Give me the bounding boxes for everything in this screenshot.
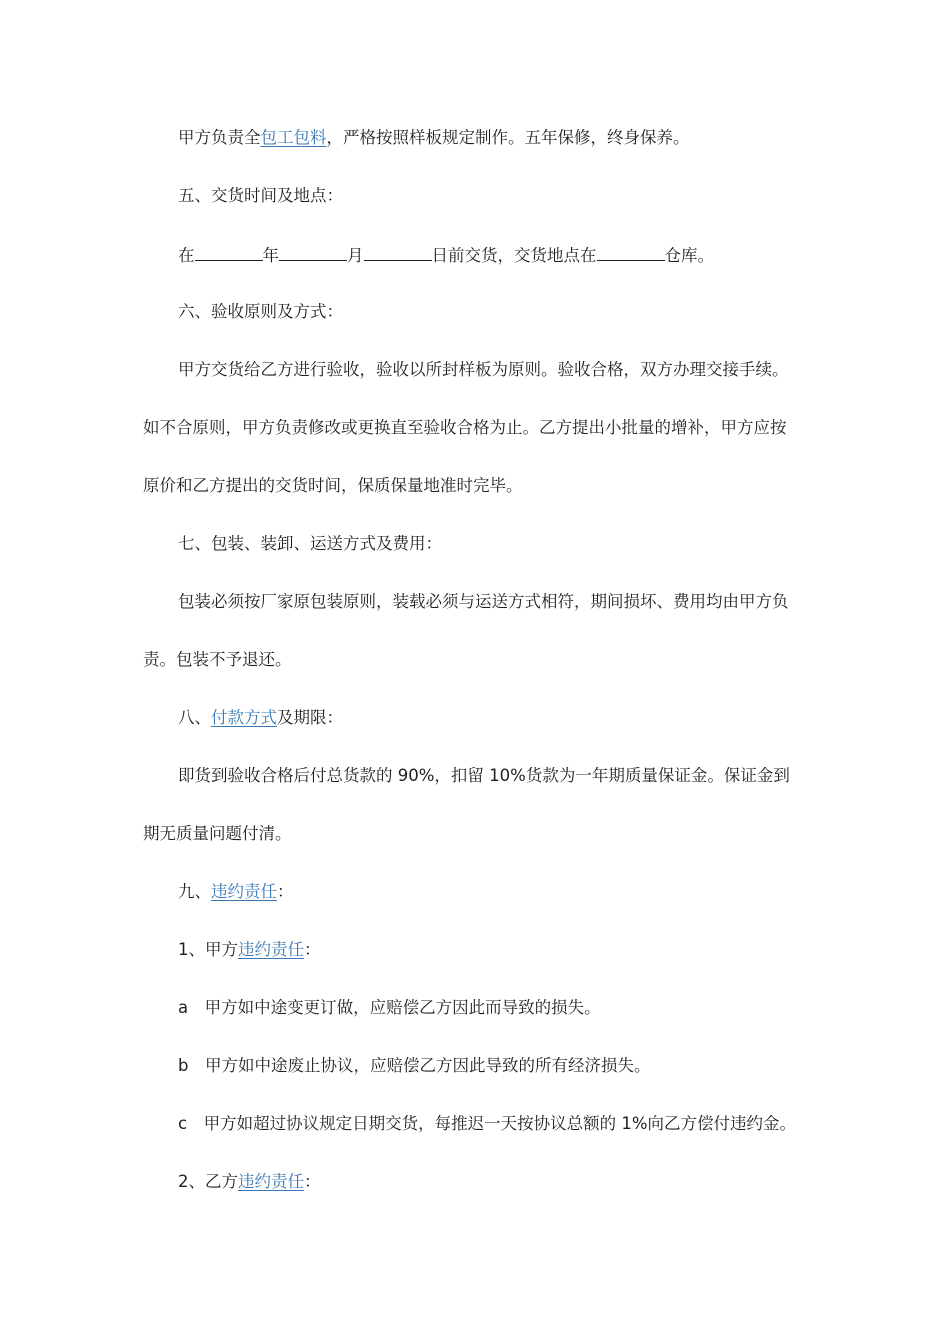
paragraph-acceptance-3: 原价和乙方提出的交货时间，保质保量地准时完毕。 [143,476,523,495]
paragraph-payment-1: 即货到验收合格后付总货款的 90%，扣留 10%货款为一年期质量保证金。保证金到 [178,766,790,785]
section-heading-payment: 八、付款方式及期限： [178,708,343,727]
paragraph-payment-2: 期无质量问题付清。 [143,824,292,843]
link-payment-method[interactable]: 付款方式 [211,708,277,727]
paragraph-acceptance-2: 如不合原则，甲方负责修改或更换直至验收合格为止。乙方提出小批量的增补，甲方应按 [143,418,787,437]
blank-month [279,242,347,261]
section-heading-packaging: 七、包装、装卸、运送方式及费用： [178,534,442,553]
section-heading-acceptance: 六、验收原则及方式： [178,302,343,321]
paragraph-packaging-2: 责。包装不予退还。 [143,650,292,669]
blank-day [364,242,432,261]
link-party-b-liability[interactable]: 违约责任 [238,1172,304,1191]
paragraph-packaging-1: 包装必须按厂家原包装原则，装载必须与运送方式相符，期间损坏、费用均由甲方负 [178,592,789,611]
blank-year [195,242,263,261]
link-package-labor-materials[interactable]: 包工包料 [260,128,327,147]
liability-item-b: b 甲方如中途废止协议，应赔偿乙方因此导致的所有经济损失。 [178,1056,651,1075]
liability-item-c: c 甲方如超过协议规定日期交货，每推迟一天按协议总额的 1%向乙方偿付违约金。 [178,1114,796,1133]
paragraph-acceptance-1: 甲方交货给乙方进行验收，验收以所封样板为原则。验收合格，双方办理交接手续。 [178,360,789,379]
blank-warehouse [597,242,665,261]
subheading-party-a-liability: 1、甲方违约责任： [178,940,321,959]
section-heading-liability: 九、违约责任： [178,882,294,901]
paragraph-workmanship: 甲方负责全包工包料，严格按照样板规定制作。五年保修，终身保养。 [178,128,690,147]
link-party-a-liability[interactable]: 违约责任 [238,940,304,959]
link-liability[interactable]: 违约责任 [211,882,277,901]
paragraph-delivery-date: 在 年 月 日前交货，交货地点在 仓库。 [178,242,714,268]
liability-item-a: a 甲方如中途变更订做，应赔偿乙方因此而导致的损失。 [178,998,601,1017]
section-heading-delivery: 五、交货时间及地点： [178,186,343,205]
subheading-party-b-liability: 2、乙方违约责任： [178,1172,321,1191]
